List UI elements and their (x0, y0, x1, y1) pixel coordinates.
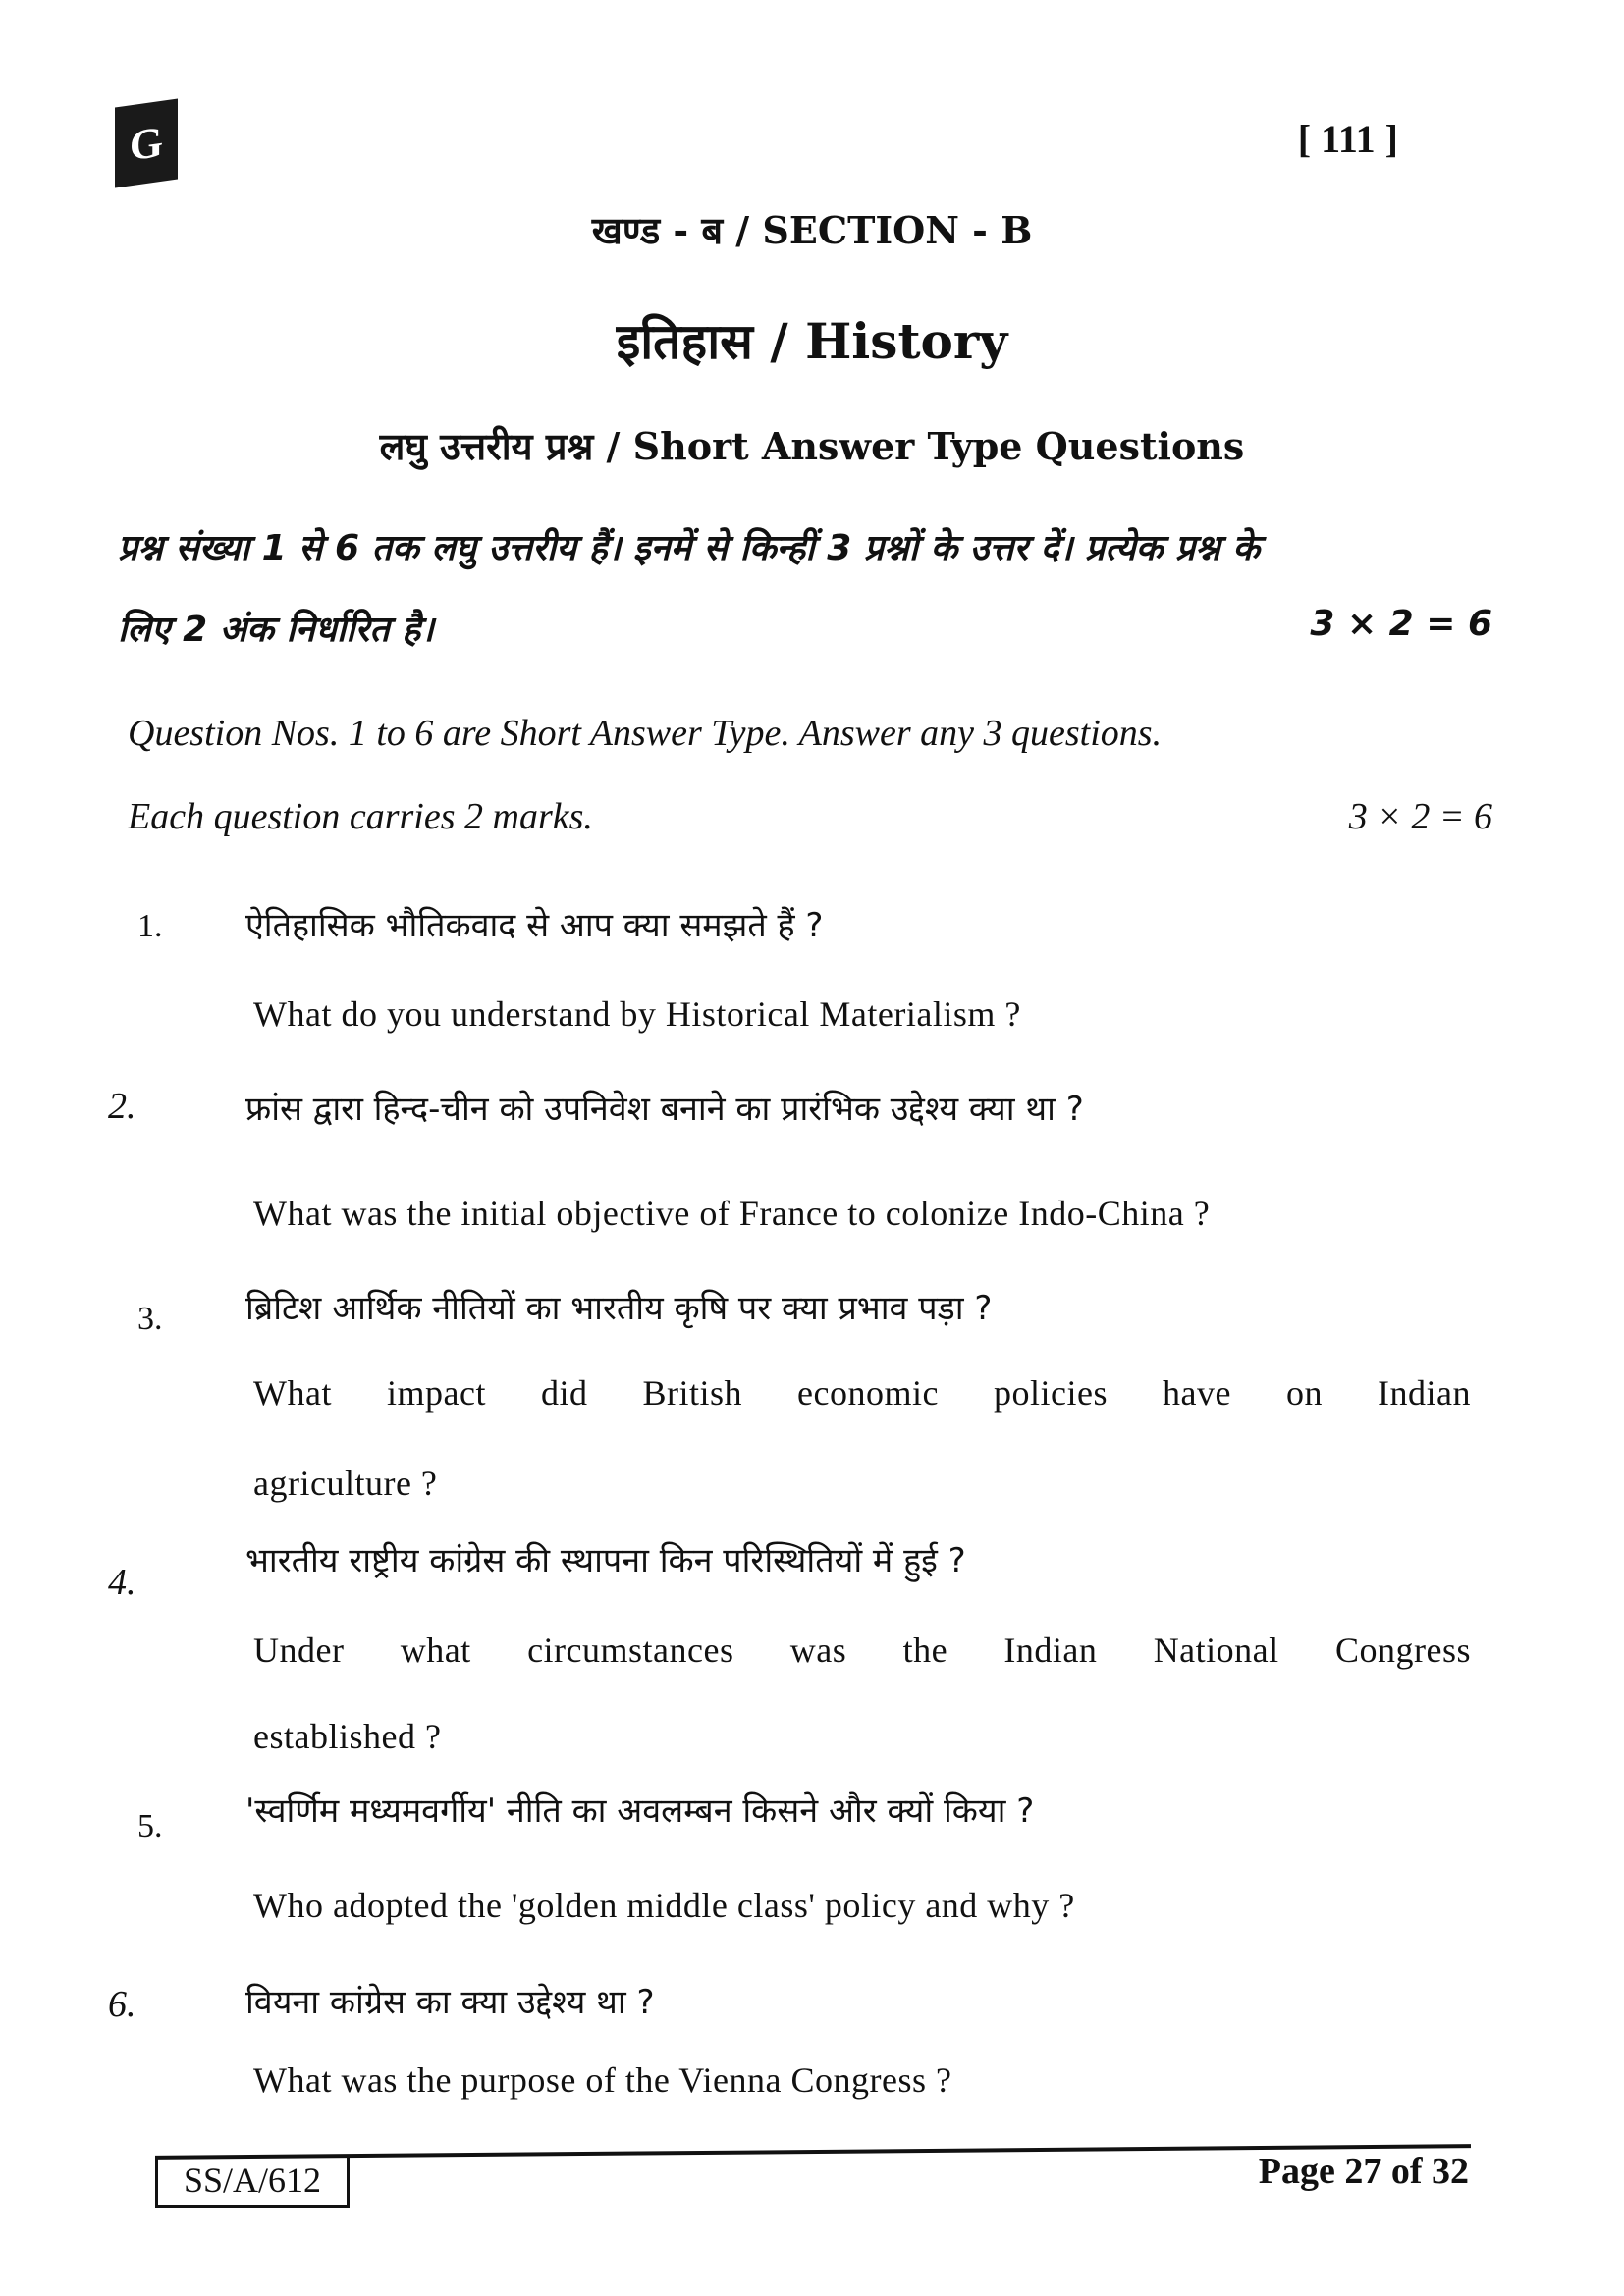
question-number: 2. (108, 1086, 136, 1127)
word: National (1153, 1630, 1279, 1670)
subject-title: इतिहास / History (616, 312, 1008, 370)
word: impact (386, 1373, 486, 1413)
word: did (540, 1373, 588, 1413)
hindi-marks: 3 × 2 = 6 (1310, 604, 1492, 644)
word: Indian (1378, 1373, 1471, 1413)
word: on (1285, 1373, 1323, 1413)
set-badge: G (115, 99, 178, 188)
english-instruction-text: Each question carries 2 marks. (128, 796, 593, 837)
word: what (400, 1630, 471, 1670)
question-hindi: ऐतिहासिक भौतिकवाद से आप क्या समझते हैं ? (245, 906, 824, 945)
question-number: 5. (137, 1808, 163, 1844)
question-english-line2: established ? (253, 1717, 442, 1756)
question-english: What was the purpose of the Vienna Congress ? (253, 2060, 952, 2100)
page-indicator: Page 27 of 32 (1258, 2151, 1469, 2192)
word: Indian (1003, 1630, 1098, 1670)
question-english: What do you understand by Historical Materialism ? (253, 994, 1021, 1034)
word: What (253, 1373, 332, 1413)
word: Under (253, 1630, 345, 1670)
word: the (902, 1630, 948, 1670)
hindi-instruction-line1: प्रश्न संख्या 1 से 6 तक लघु उत्तरीय हैं। इनमें से किन्हीं 3 प्रश्नों के उत्तर दें। प्रत्येक प्रश्न के (118, 528, 1261, 568)
word: economic (797, 1373, 939, 1413)
word: policies (994, 1373, 1108, 1413)
word: Congress (1334, 1630, 1471, 1670)
question-hindi: ब्रिटिश आर्थिक नीतियों का भारतीय कृषि पर क्या प्रभाव पड़ा ? (245, 1289, 993, 1328)
english-marks: 3 × 2 = 6 (1348, 796, 1492, 837)
section-title: खण्ड - ब / SECTION - B (591, 208, 1033, 252)
page-number: [ 111 ] (1297, 117, 1398, 161)
question-number: 6. (108, 1984, 136, 2025)
question-type-heading: लघु उत्तरीय प्रश्न / Short Answer Type Questions (379, 424, 1245, 468)
word: was (789, 1630, 847, 1670)
question-english: What was the initial objective of France to colonize Indo-China ? (253, 1194, 1211, 1233)
question-english: Who adopted the 'golden middle class' policy and why ? (253, 1886, 1075, 1925)
question-hindi: फ्रांस द्वारा हिन्द-चीन को उपनिवेश बनाने का प्रारंभिक उद्देश्य क्या था ? (245, 1090, 1084, 1129)
question-english-line1 (253, 1372, 1471, 1414)
question-hindi: 'स्वर्णिम मध्यमवर्गीय' नीति का अवलम्बन किसने और क्यों किया ? (245, 1791, 1035, 1831)
hindi-instruction-text: लिए 2 अंक निर्धारित है। (118, 610, 435, 650)
english-instruction-line2 (128, 795, 1492, 838)
question-number: 4. (108, 1562, 136, 1603)
word: have (1163, 1373, 1231, 1413)
word: British (642, 1373, 743, 1413)
english-instruction-line1: Question Nos. 1 to 6 are Short Answer Type. Answer any 3 questions. (128, 713, 1163, 754)
question-hindi: वियना कांग्रेस का क्या उद्देश्य था ? (245, 1983, 655, 2022)
hindi-instruction-line2 (118, 604, 1492, 652)
question-number: 3. (137, 1301, 163, 1337)
question-english-line1 (253, 1629, 1471, 1671)
question-hindi: भारतीय राष्ट्रीय कांग्रेस की स्थापना किन परिस्थितियों में हुई ? (245, 1541, 966, 1580)
word: circumstances (527, 1630, 734, 1670)
question-number: 1. (137, 908, 163, 944)
paper-code: SS/A/612 (155, 2156, 350, 2208)
question-english-line2: agriculture ? (253, 1464, 438, 1503)
